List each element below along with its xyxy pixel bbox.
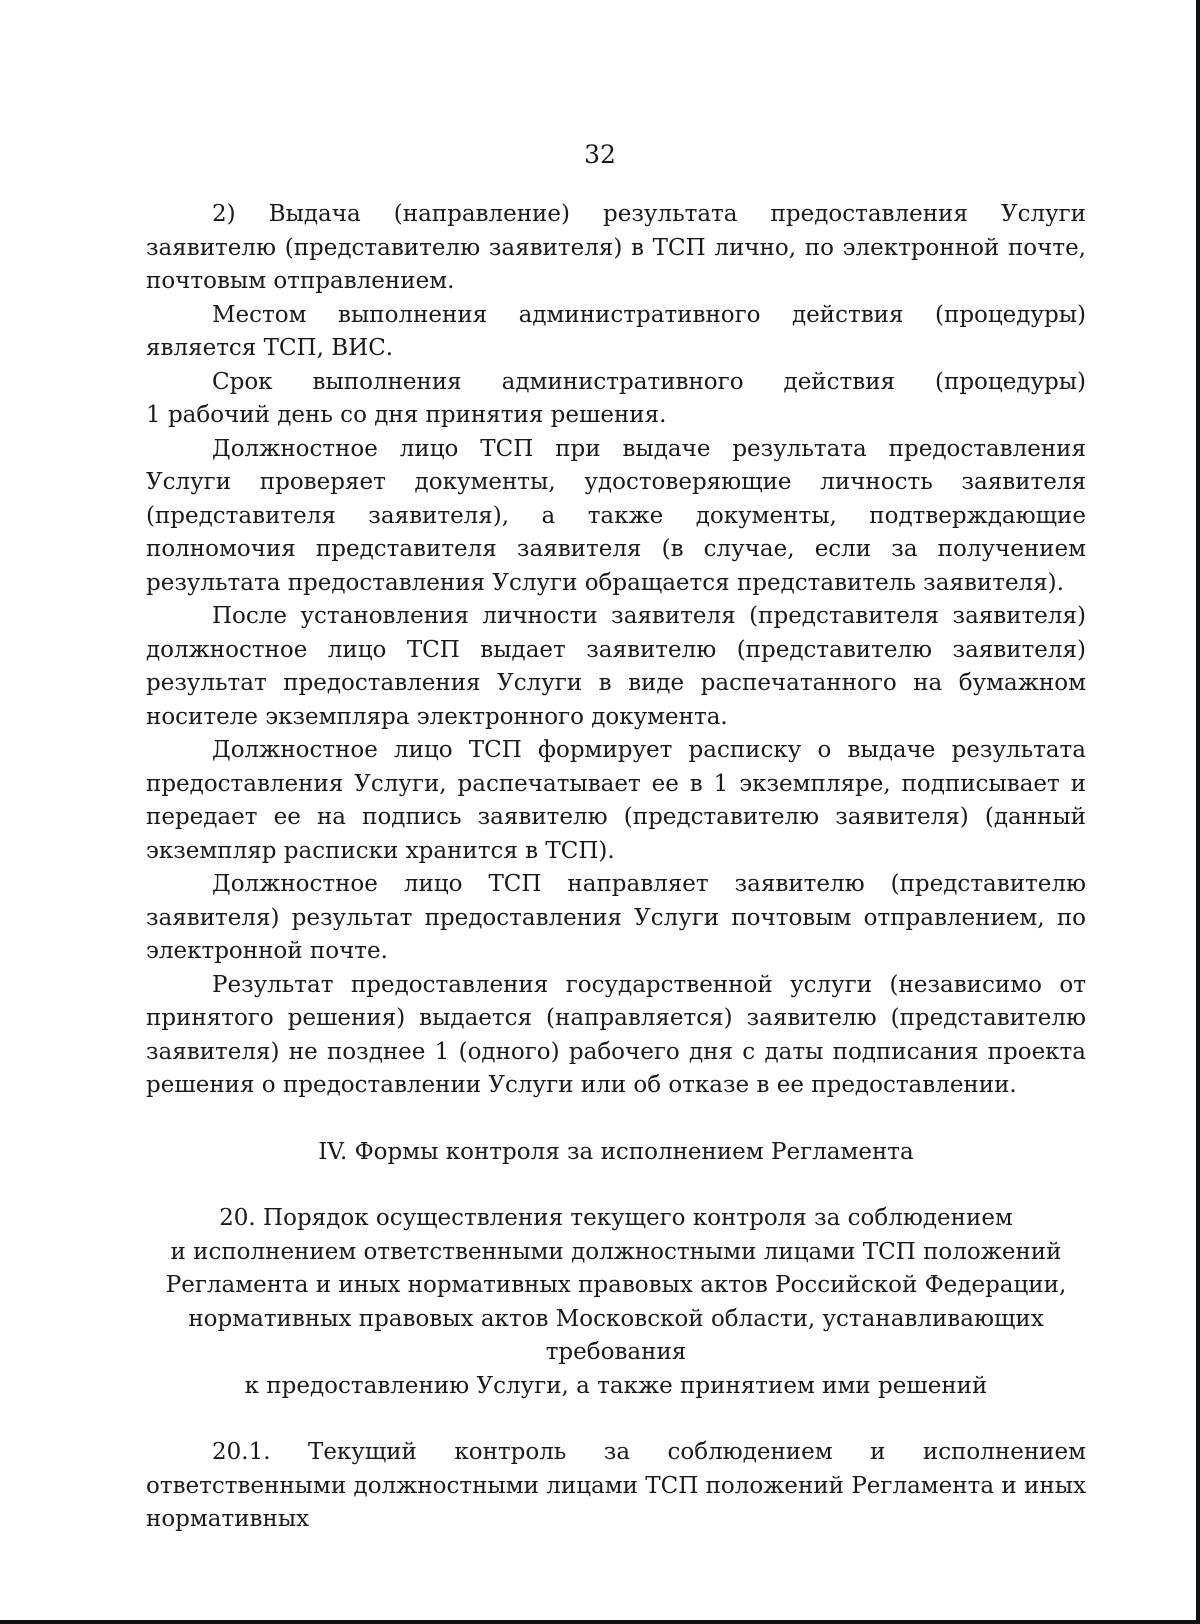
- section-heading: IV. Формы контроля за исполнением Регламента: [318, 1138, 914, 1165]
- document-body: [146, 198, 1086, 1537]
- paragraph-receipt: Должностное лицо ТСП формирует расписку о выдаче результата предоставления Услуги, распечатывает ее в 1 экземпляре, подписывает и передает ее на подпись заявителю (представителю заявителя) (данный экземпляр расписки хранится в ТСП).: [146, 737, 1086, 864]
- paragraph-issuance: 2) Выдача (направление) результата предоставления Услуги заявителю (представителю заявителя) в ТСП лично, по электронной почте, почтовым отправлением.: [146, 201, 1086, 294]
- paragraph-result-deadline: Результат предоставления государственной услуги (независимо от принятого решения) выдается (направляется) заявителю (представителю заявителя) не позднее 1 (одного) рабочего дня с даты подписания проекта решения о предоставлении Услуги или об отказе в ее предоставлении.: [146, 971, 1086, 1098]
- paragraph-after-identification: После установления личности заявителя (представителя заявителя) должностное лицо ТСП выдает заявителю (представителю заявителя) результат предоставления Услуги в виде распечатанного на бумажном носителе экземпляра электронного документа.: [146, 603, 1086, 730]
- subsection-heading: [146, 1202, 1086, 1403]
- paragraph-place: Местом выполнения административного действия (процедуры) является ТСП, ВИС.: [146, 301, 1086, 361]
- subsection-heading-line: Регламента и иных нормативных правовых актов Российской Федерации,: [165, 1272, 1067, 1298]
- paragraph-identity-check: Должностное лицо ТСП при выдаче результата предоставления Услуги проверяет документы, удостоверяющие личность заявителя (представителя заявителя), а также документы, подтверждающие полномочия представителя заявителя (в случае, если за получением результата предоставления Услуги обращается представитель заявителя).: [146, 435, 1086, 596]
- subsection-heading-line: 20. Порядок осуществления текущего контроля за соблюдением: [219, 1205, 1013, 1231]
- page-number: 32: [584, 140, 616, 169]
- subsection-heading-line: к предоставлению Услуги, а также принятием ими решений: [244, 1372, 988, 1399]
- subsection-heading-line: и исполнением ответственными должностными лицами ТСП положений: [170, 1238, 1062, 1265]
- paragraph-term-value: 1 рабочий день со дня принятия решения.: [146, 402, 667, 428]
- paragraph-term-line: Срок выполнения административного действия (процедуры): [212, 368, 1086, 395]
- paragraph-current-control: 20.1. Текущий контроль за соблюдением и исполнением ответственными должностными лицами ТСП положений Регламента и иных нормативных: [146, 1439, 1086, 1532]
- subsection-heading-line: нормативных правовых актов Московской области, устанавливающих требования: [188, 1305, 1044, 1365]
- paragraph-postal: Должностное лицо ТСП направляет заявителю (представителю заявителя) результат предоставления Услуги почтовым отправлением, по электронной почте.: [146, 871, 1086, 964]
